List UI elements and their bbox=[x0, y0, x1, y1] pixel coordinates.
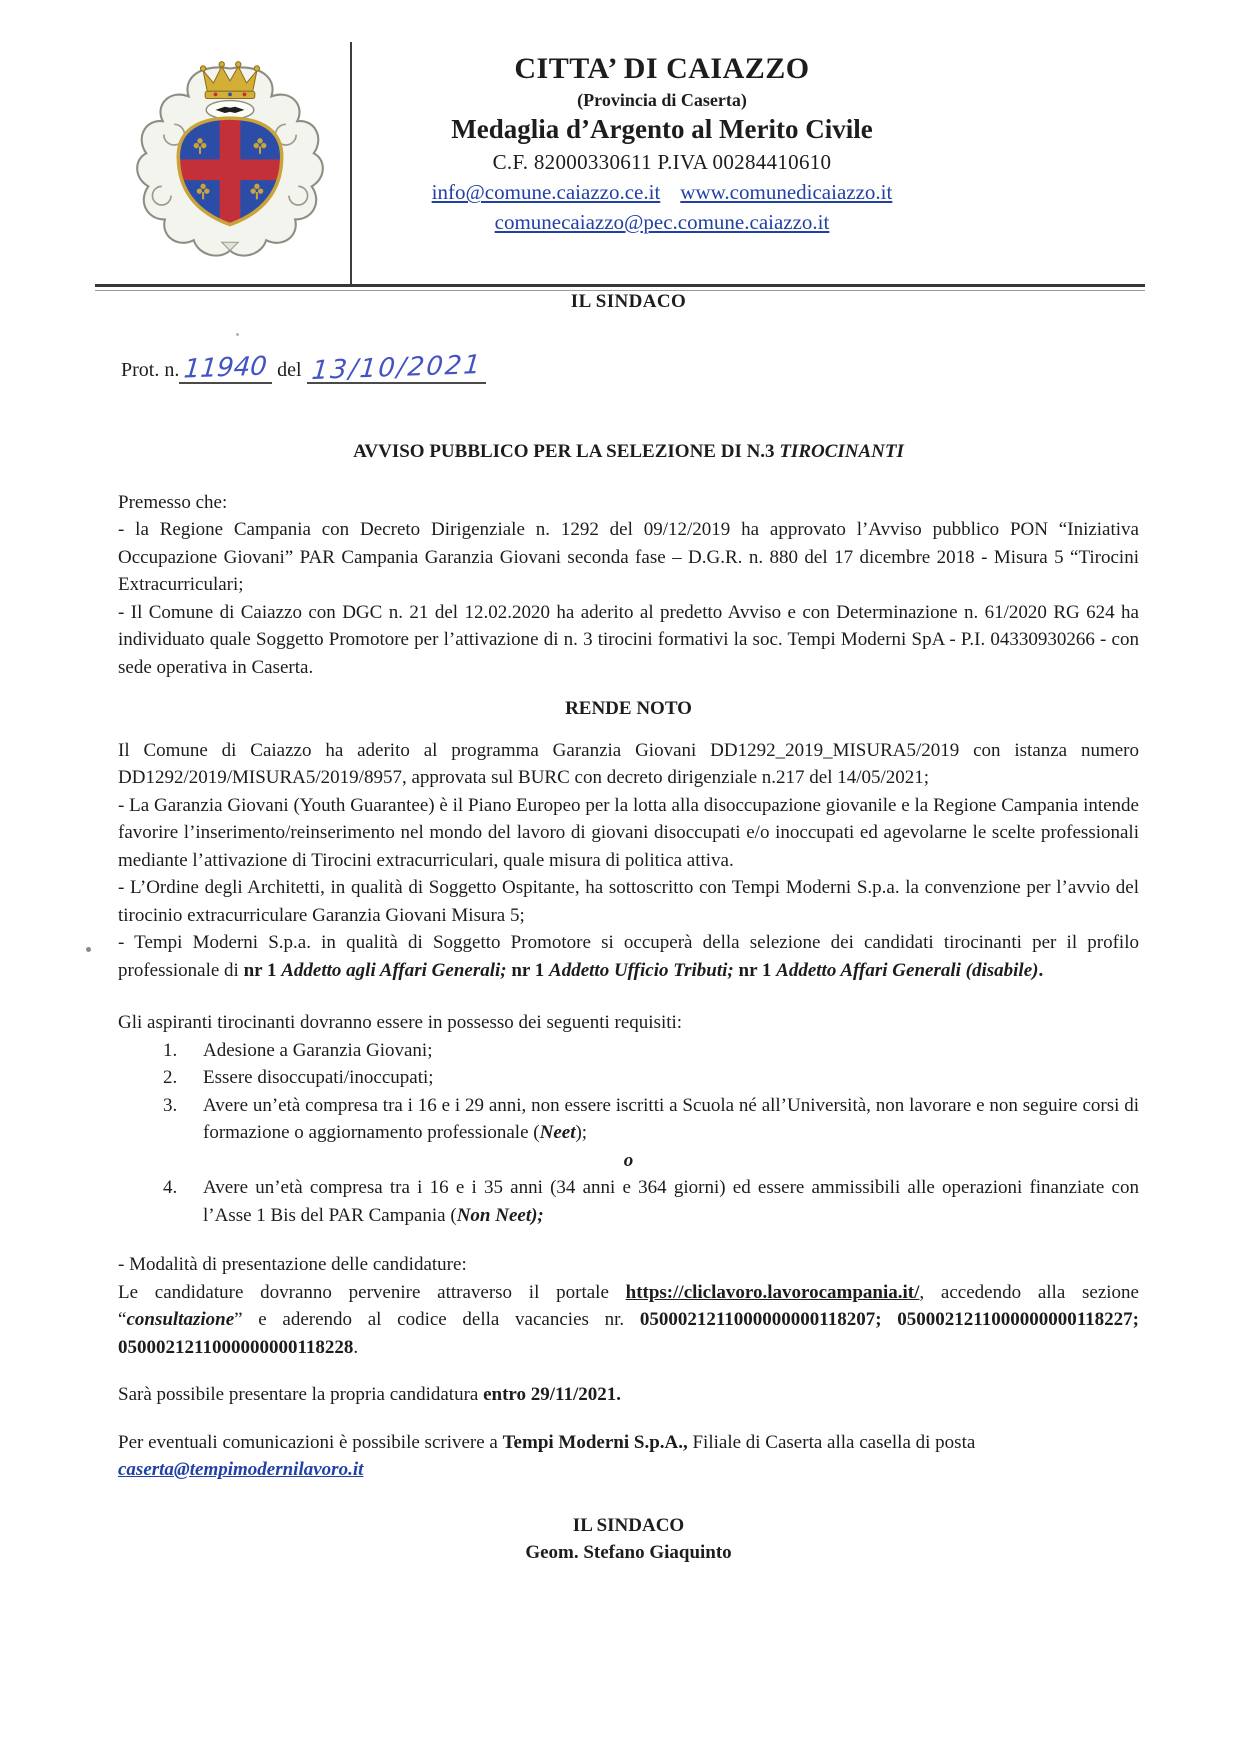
notice-title bbox=[118, 438, 1139, 466]
scan-artifact-dot bbox=[236, 333, 239, 336]
text-run: 0500021211000000000118207; 0500021211000000000118227; 0500021211000000000118228 bbox=[118, 1309, 1139, 1358]
signature-name bbox=[118, 1539, 1139, 1567]
list-item bbox=[118, 1037, 1139, 1065]
spacer bbox=[118, 1409, 1139, 1429]
paragraph bbox=[118, 1456, 1139, 1484]
header-rule bbox=[95, 284, 1145, 287]
text-run: nr 1 bbox=[733, 959, 777, 981]
text-run: , accedendo alla sezione “ bbox=[118, 1281, 1139, 1330]
text-run: AVVISO PUBBLICO PER LA SELEZIONE DI N.3 bbox=[353, 441, 780, 462]
rende-noto-heading bbox=[118, 695, 1139, 723]
city-name: CITTA’ DI CAIAZZO bbox=[514, 52, 810, 85]
text-run: - L’Ordine degli Architetti, in qualità di Soggetto Ospitante, ha sottoscritto con Tempi Moderni S.p.a. la convenzione per l’avvio del tirocinio extracurriculare Garanzia Giovani Misura 5; bbox=[118, 877, 1139, 926]
text-run: consultazione bbox=[126, 1309, 235, 1330]
letterhead bbox=[352, 52, 972, 234]
paragraph bbox=[118, 1279, 1139, 1362]
spacer bbox=[118, 681, 1139, 695]
text-run: Sarà possibile presentare la propria candidatura bbox=[118, 1384, 484, 1405]
list-number: 1. bbox=[163, 1039, 178, 1061]
paragraph bbox=[118, 1429, 1139, 1457]
pec-line bbox=[352, 210, 972, 234]
sindaco-heading: IL SINDACO bbox=[570, 291, 687, 312]
caserta-email-link[interactable]: caserta@tempimodernilavoro.it bbox=[118, 1459, 364, 1480]
text-run: - la Regione Campania con Decreto Dirigenziale n. 1292 del 09/12/2019 ha approvato l’Avviso pubblico PON “Iniziativa Occupazione Giovani” PAR Campania Garanzia Giovani seconda fase – D.G.R. n. 880 del 17 dicembre 2018 - Misura 5 “Tirocini Extracurriculari; bbox=[118, 519, 1139, 595]
medal-line: Medaglia d’Argento al Merito Civile bbox=[451, 113, 873, 144]
protocol-date-handwritten: 13/10/2021 bbox=[309, 350, 483, 386]
protocol-line bbox=[121, 350, 486, 386]
text-run: Geom. Stefano Giaquinto bbox=[525, 1542, 732, 1563]
cliclavoro-portal-link[interactable]: https://cliclavoro.lavorocampania.it/ bbox=[625, 1281, 920, 1303]
text-run: - Modalità di presentazione delle candidature: bbox=[118, 1254, 467, 1275]
text-run: - La Garanzia Giovani (Youth Guarantee) è il Piano Europeo per la lotta alla disoccupazione giovanile e la Regione Campania intende favorire l’inserimento/reinserimento nel mondo del lavoro di giovani disoccupati e/o inoccupati ed agevolarne le scelte professionali mediante l’attivazione di Tirocini extracurriculari, quale misura di politica attiva. bbox=[118, 794, 1139, 871]
paragraph bbox=[118, 599, 1139, 682]
text-run: ); bbox=[575, 1122, 588, 1143]
list-item bbox=[118, 1064, 1139, 1092]
text-run: Addetto Affari Generali (disabile) bbox=[776, 959, 1039, 981]
protocol-date-slot bbox=[307, 350, 487, 386]
requisiti-intro bbox=[118, 1009, 1139, 1037]
website-link[interactable]: www.comunedicaiazzo.it bbox=[680, 180, 893, 205]
pec-email-link[interactable]: comunecaiazzo@pec.comune.caiazzo.it bbox=[494, 209, 830, 234]
text-run: Avere un’età compresa tra i 16 e i 29 anni, non essere iscritti a Scuola né all’Università, non lavorare e non seguire corsi di formazione o aggiornamento professionale ( bbox=[203, 1094, 1139, 1143]
contact-links-line bbox=[352, 180, 972, 204]
text-run: nr 1 bbox=[243, 959, 282, 981]
coat-of-arms-icon bbox=[126, 54, 334, 266]
text-run: Il Comune di Caiazzo ha aderito al programma Garanzia Giovani DD1292_2019_MISURA5/2019 con istanza numero DD1292/2019/MISURA5/2019/8957, approvata sul BURC con decreto dirigenziale n.217 del 14/05/2021; bbox=[118, 739, 1139, 788]
text-run: Gli aspiranti tirocinanti dovranno essere in possesso dei seguenti requisiti: bbox=[118, 1012, 683, 1033]
list-item bbox=[118, 1092, 1139, 1147]
text-run: Non Neet); bbox=[456, 1204, 544, 1226]
text-run: ” e aderendo al codice della vacancies nr. bbox=[234, 1309, 640, 1330]
signature-title bbox=[118, 1512, 1139, 1540]
scan-artifact-dot bbox=[86, 947, 91, 952]
text-run: Essere disoccupati/inoccupati; bbox=[203, 1067, 434, 1088]
text-run: - Tempi Moderni S.p.a. in qualità di Soggetto Promotore si occuperà della selezione dei candidati tirocinanti per il profilo professionale di bbox=[118, 932, 1139, 981]
paragraph bbox=[118, 1381, 1139, 1409]
text-run: Addetto agli Affari Generali; bbox=[281, 959, 507, 981]
paragraph bbox=[118, 516, 1139, 599]
paragraph bbox=[118, 929, 1139, 984]
cf-piva-line: C.F. 82000330611 P.IVA 00284410610 bbox=[492, 149, 832, 174]
paragraph bbox=[118, 874, 1139, 929]
province-line: (Provincia di Caserta) bbox=[577, 89, 747, 110]
premesso-intro bbox=[118, 489, 1139, 517]
protocol-number-handwritten: 11940 bbox=[182, 351, 269, 385]
text-run: Neet bbox=[539, 1122, 576, 1143]
text-run: Avere un’età compresa tra i 16 e i 35 anni (34 anni e 364 giorni) ed essere ammissibili alle operazioni finanziate con l’Asse 1 Bis del PAR Campania ( bbox=[203, 1177, 1139, 1226]
text-run: RENDE NOTO bbox=[565, 698, 692, 719]
modalita-heading bbox=[118, 1251, 1139, 1279]
spacer bbox=[118, 1484, 1139, 1512]
info-email-link[interactable]: info@comune.caiazzo.ce.it bbox=[431, 180, 661, 205]
text-run: - Il Comune di Caiazzo con DGC n. 21 del 12.02.2020 ha aderito al predetto Avviso e con Determinazione n. 61/2020 RG 624 ha individuato quale Soggetto Promotore per l’attivazione di n. 3 tirocini formativi la soc. Tempi Moderni SpA - P.I. 04330930266 - con sede operativa in Caserta. bbox=[118, 601, 1139, 678]
spacer bbox=[118, 466, 1139, 489]
list-number: 4. bbox=[163, 1177, 178, 1198]
text-run: Premesso che: bbox=[118, 491, 228, 513]
text-run: Adesione a Garanzia Giovani; bbox=[203, 1039, 433, 1061]
text-run: TIROCINANTI bbox=[779, 441, 904, 462]
document-body bbox=[118, 438, 1139, 1567]
text-run: IL SINDACO bbox=[572, 1514, 685, 1536]
spacer bbox=[118, 1229, 1139, 1251]
list-number: 3. bbox=[163, 1094, 178, 1116]
spacer bbox=[118, 1361, 1139, 1381]
text-run: Filiale di Caserta alla casella di posta bbox=[687, 1431, 976, 1453]
spacer bbox=[118, 723, 1139, 737]
list-item bbox=[118, 1174, 1139, 1229]
protocol-number-slot bbox=[179, 351, 272, 385]
spacer bbox=[118, 984, 1139, 1009]
text-run: Addetto Ufficio Tributi; bbox=[549, 959, 734, 981]
protocol-label: Prot. n. bbox=[121, 359, 180, 381]
paragraph bbox=[118, 737, 1139, 792]
list-number: 2. bbox=[163, 1067, 178, 1088]
text-run: o bbox=[623, 1149, 634, 1171]
or-separator bbox=[118, 1147, 1139, 1175]
text-run: Le candidature dovranno pervenire attraverso il portale bbox=[118, 1281, 626, 1303]
text-run: Tempi Moderni S.p.A., bbox=[502, 1431, 688, 1453]
paragraph bbox=[118, 792, 1139, 875]
text-run: Per eventuali comunicazioni è possibile scrivere a bbox=[118, 1431, 503, 1453]
protocol-del-label: del bbox=[277, 359, 302, 381]
text-run: entro 29/11/2021. bbox=[483, 1384, 622, 1405]
text-run: nr 1 bbox=[506, 959, 550, 981]
text-run: . bbox=[1038, 959, 1044, 981]
text-run: . bbox=[353, 1336, 359, 1358]
